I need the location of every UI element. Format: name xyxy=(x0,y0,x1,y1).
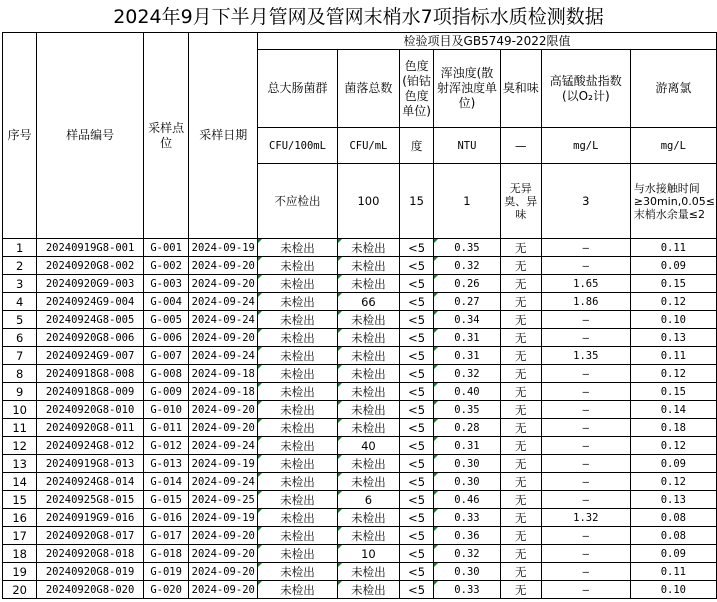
cell-site: G-019 xyxy=(143,563,189,581)
cell-color: <5 xyxy=(399,545,434,563)
cell-coliform: 未检出 xyxy=(258,401,338,419)
header-seq: 序号 xyxy=(3,33,37,239)
table-row xyxy=(3,293,717,311)
table-row xyxy=(3,401,717,419)
header-item-unit: mg/L xyxy=(541,128,630,164)
cell-turbidity: 0.30 xyxy=(434,473,500,491)
cell-turbidity: 0.28 xyxy=(434,419,500,437)
cell-odor: 无 xyxy=(500,275,541,293)
cell-odor: 无 xyxy=(500,401,541,419)
cell-color: <5 xyxy=(399,491,434,509)
cell-free-chlorine: 0.08 xyxy=(630,509,716,527)
cell-turbidity: 0.31 xyxy=(434,347,500,365)
header-test-group: 检验项目及GB5749-2022限值 xyxy=(258,33,717,50)
cell-turbidity: 0.34 xyxy=(434,311,500,329)
cell-permanganate: — xyxy=(541,329,630,347)
cell-free-chlorine: 0.13 xyxy=(630,329,716,347)
cell-seq: 9 xyxy=(3,383,37,401)
cell-site: G-004 xyxy=(143,293,189,311)
cell-colony-count: 66 xyxy=(337,293,399,311)
cell-coliform: 未检出 xyxy=(258,581,338,599)
cell-coliform: 未检出 xyxy=(258,311,338,329)
cell-sample-no: 20240919G8-013 xyxy=(37,455,144,473)
cell-odor: 无 xyxy=(500,527,541,545)
cell-date: 2024-09-19 xyxy=(189,509,258,527)
cell-sample-no: 20240924G8-014 xyxy=(37,473,144,491)
cell-turbidity: 0.33 xyxy=(434,581,500,599)
cell-sample-no: 20240918G8-009 xyxy=(37,383,144,401)
table-row xyxy=(3,527,717,545)
cell-odor: 无 xyxy=(500,545,541,563)
header-item-name: 臭和味 xyxy=(500,50,541,128)
cell-free-chlorine: 0.10 xyxy=(630,311,716,329)
cell-color: <5 xyxy=(399,455,434,473)
cell-permanganate: — xyxy=(541,239,630,257)
cell-odor: 无 xyxy=(500,455,541,473)
cell-site: G-016 xyxy=(143,509,189,527)
cell-date: 2024-09-20 xyxy=(189,329,258,347)
cell-sample-no: 20240920G8-017 xyxy=(37,527,144,545)
header-date: 采样日期 xyxy=(189,33,258,239)
cell-seq: 17 xyxy=(3,527,37,545)
cell-coliform: 未检出 xyxy=(258,509,338,527)
cell-date: 2024-09-24 xyxy=(189,473,258,491)
cell-coliform: 未检出 xyxy=(258,239,338,257)
cell-color: <5 xyxy=(399,311,434,329)
cell-color: <5 xyxy=(399,329,434,347)
cell-site: G-005 xyxy=(143,311,189,329)
cell-color: <5 xyxy=(399,401,434,419)
cell-seq: 2 xyxy=(3,257,37,275)
cell-colony-count: 10 xyxy=(337,545,399,563)
header-item-name: 色度(铂钴色度单位) xyxy=(399,50,434,128)
cell-odor: 无 xyxy=(500,383,541,401)
cell-date: 2024-09-24 xyxy=(189,437,258,455)
cell-permanganate: — xyxy=(541,581,630,599)
cell-coliform: 未检出 xyxy=(258,455,338,473)
table-row xyxy=(3,365,717,383)
cell-coliform: 未检出 xyxy=(258,275,338,293)
cell-free-chlorine: 0.09 xyxy=(630,545,716,563)
cell-permanganate: — xyxy=(541,401,630,419)
cell-colony-count: 未检出 xyxy=(337,365,399,383)
cell-colony-count: 未检出 xyxy=(337,257,399,275)
table-row xyxy=(3,437,717,455)
cell-odor: 无 xyxy=(500,437,541,455)
table-row xyxy=(3,473,717,491)
table-row xyxy=(3,239,717,257)
cell-seq: 11 xyxy=(3,419,37,437)
cell-colony-count: 40 xyxy=(337,437,399,455)
header-item-name: 总大肠菌群 xyxy=(258,50,338,128)
cell-coliform: 未检出 xyxy=(258,437,338,455)
cell-site: G-002 xyxy=(143,257,189,275)
cell-colony-count: 未检出 xyxy=(337,401,399,419)
cell-free-chlorine: 0.15 xyxy=(630,275,716,293)
cell-date: 2024-09-20 xyxy=(189,545,258,563)
header-item-name: 游离氯 xyxy=(630,50,716,128)
cell-color: <5 xyxy=(399,365,434,383)
cell-turbidity: 0.31 xyxy=(434,437,500,455)
cell-turbidity: 0.33 xyxy=(434,509,500,527)
cell-colony-count: 未检出 xyxy=(337,527,399,545)
cell-colony-count: 未检出 xyxy=(337,329,399,347)
table-row xyxy=(3,383,717,401)
header-item-unit: — xyxy=(500,128,541,164)
cell-turbidity: 0.40 xyxy=(434,383,500,401)
cell-site: G-009 xyxy=(143,383,189,401)
cell-seq: 7 xyxy=(3,347,37,365)
cell-date: 2024-09-24 xyxy=(189,293,258,311)
cell-free-chlorine: 0.15 xyxy=(630,383,716,401)
cell-coliform: 未检出 xyxy=(258,491,338,509)
cell-odor: 无 xyxy=(500,491,541,509)
cell-odor: 无 xyxy=(500,311,541,329)
cell-site: G-020 xyxy=(143,581,189,599)
cell-permanganate: — xyxy=(541,383,630,401)
cell-sample-no: 20240920G8-002 xyxy=(37,257,144,275)
cell-free-chlorine: 0.12 xyxy=(630,437,716,455)
cell-turbidity: 0.36 xyxy=(434,527,500,545)
cell-coliform: 未检出 xyxy=(258,473,338,491)
cell-date: 2024-09-24 xyxy=(189,311,258,329)
cell-permanganate: — xyxy=(541,311,630,329)
cell-seq: 20 xyxy=(3,581,37,599)
header-item-limit: 100 xyxy=(337,164,399,239)
cell-color: <5 xyxy=(399,563,434,581)
cell-colony-count: 未检出 xyxy=(337,239,399,257)
cell-odor: 无 xyxy=(500,563,541,581)
cell-free-chlorine: 0.10 xyxy=(630,581,716,599)
table-row xyxy=(3,311,717,329)
cell-odor: 无 xyxy=(500,239,541,257)
cell-colony-count: 未检出 xyxy=(337,419,399,437)
cell-site: G-010 xyxy=(143,401,189,419)
table-row xyxy=(3,419,717,437)
cell-free-chlorine: 0.12 xyxy=(630,293,716,311)
cell-color: <5 xyxy=(399,527,434,545)
cell-date: 2024-09-19 xyxy=(189,455,258,473)
header-item-limit: 不应检出 xyxy=(258,164,338,239)
cell-turbidity: 0.30 xyxy=(434,455,500,473)
cell-free-chlorine: 0.18 xyxy=(630,419,716,437)
cell-turbidity: 0.35 xyxy=(434,239,500,257)
cell-permanganate: — xyxy=(541,257,630,275)
cell-permanganate: — xyxy=(541,563,630,581)
cell-odor: 无 xyxy=(500,293,541,311)
cell-permanganate: — xyxy=(541,419,630,437)
cell-date: 2024-09-20 xyxy=(189,581,258,599)
cell-site: G-013 xyxy=(143,455,189,473)
cell-free-chlorine: 0.13 xyxy=(630,491,716,509)
cell-odor: 无 xyxy=(500,365,541,383)
header-item-limit: 3 xyxy=(541,164,630,239)
cell-sample-no: 20240924G9-004 xyxy=(37,293,144,311)
cell-permanganate: — xyxy=(541,491,630,509)
cell-permanganate: — xyxy=(541,437,630,455)
cell-seq: 12 xyxy=(3,437,37,455)
cell-coliform: 未检出 xyxy=(258,419,338,437)
cell-coliform: 未检出 xyxy=(258,527,338,545)
cell-seq: 4 xyxy=(3,293,37,311)
cell-color: <5 xyxy=(399,257,434,275)
cell-turbidity: 0.32 xyxy=(434,257,500,275)
cell-sample-no: 20240925G8-015 xyxy=(37,491,144,509)
cell-permanganate: — xyxy=(541,545,630,563)
cell-date: 2024-09-20 xyxy=(189,563,258,581)
header-item-limit: 15 xyxy=(399,164,434,239)
cell-date: 2024-09-19 xyxy=(189,239,258,257)
cell-site: G-007 xyxy=(143,347,189,365)
table-row xyxy=(3,563,717,581)
cell-colony-count: 未检出 xyxy=(337,455,399,473)
cell-free-chlorine: 0.08 xyxy=(630,527,716,545)
cell-free-chlorine: 0.09 xyxy=(630,455,716,473)
table-row xyxy=(3,455,717,473)
table-row xyxy=(3,329,717,347)
cell-odor: 无 xyxy=(500,473,541,491)
cell-turbidity: 0.46 xyxy=(434,491,500,509)
cell-sample-no: 20240919G9-016 xyxy=(37,509,144,527)
cell-odor: 无 xyxy=(500,419,541,437)
cell-site: G-015 xyxy=(143,491,189,509)
cell-color: <5 xyxy=(399,473,434,491)
cell-site: G-008 xyxy=(143,365,189,383)
header-site: 采样点位 xyxy=(143,33,189,239)
cell-date: 2024-09-20 xyxy=(189,401,258,419)
header-item-unit: NTU xyxy=(434,128,500,164)
header-item-limit: 与水接触时间≥30min,0.05≤末梢水余量≤2 xyxy=(630,164,716,239)
cell-date: 2024-09-18 xyxy=(189,383,258,401)
cell-color: <5 xyxy=(399,293,434,311)
cell-colony-count: 未检出 xyxy=(337,347,399,365)
cell-colony-count: 未检出 xyxy=(337,383,399,401)
cell-sample-no: 20240919G8-001 xyxy=(37,239,144,257)
cell-free-chlorine: 0.09 xyxy=(630,257,716,275)
cell-site: G-003 xyxy=(143,275,189,293)
cell-odor: 无 xyxy=(500,329,541,347)
cell-sample-no: 20240920G9-003 xyxy=(37,275,144,293)
cell-sample-no: 20240918G8-008 xyxy=(37,365,144,383)
cell-color: <5 xyxy=(399,347,434,365)
cell-permanganate: — xyxy=(541,473,630,491)
table-row xyxy=(3,491,717,509)
cell-color: <5 xyxy=(399,437,434,455)
header-item-limit: 无异臭、异味 xyxy=(500,164,541,239)
cell-site: G-011 xyxy=(143,419,189,437)
cell-coliform: 未检出 xyxy=(258,545,338,563)
header-item-unit: CFU/mL xyxy=(337,128,399,164)
cell-sample-no: 20240920G8-011 xyxy=(37,419,144,437)
cell-coliform: 未检出 xyxy=(258,257,338,275)
cell-coliform: 未检出 xyxy=(258,329,338,347)
cell-turbidity: 0.35 xyxy=(434,401,500,419)
cell-color: <5 xyxy=(399,509,434,527)
cell-odor: 无 xyxy=(500,257,541,275)
header-item-unit: 度 xyxy=(399,128,434,164)
cell-turbidity: 0.30 xyxy=(434,563,500,581)
table-row xyxy=(3,275,717,293)
table-row xyxy=(3,509,717,527)
cell-turbidity: 0.26 xyxy=(434,275,500,293)
cell-sample-no: 20240924G9-007 xyxy=(37,347,144,365)
cell-seq: 15 xyxy=(3,491,37,509)
cell-turbidity: 0.31 xyxy=(434,329,500,347)
cell-permanganate: 1.35 xyxy=(541,347,630,365)
cell-date: 2024-09-20 xyxy=(189,257,258,275)
cell-color: <5 xyxy=(399,275,434,293)
cell-coliform: 未检出 xyxy=(258,347,338,365)
cell-colony-count: 未检出 xyxy=(337,275,399,293)
water-quality-table xyxy=(2,32,717,599)
table-row xyxy=(3,581,717,599)
cell-free-chlorine: 0.11 xyxy=(630,347,716,365)
cell-site: G-012 xyxy=(143,437,189,455)
cell-site: G-017 xyxy=(143,527,189,545)
cell-turbidity: 0.32 xyxy=(434,365,500,383)
cell-odor: 无 xyxy=(500,509,541,527)
cell-seq: 5 xyxy=(3,311,37,329)
cell-seq: 10 xyxy=(3,401,37,419)
cell-date: 2024-09-20 xyxy=(189,419,258,437)
header-item-unit: CFU/100mL xyxy=(258,128,338,164)
cell-coliform: 未检出 xyxy=(258,563,338,581)
cell-free-chlorine: 0.11 xyxy=(630,563,716,581)
cell-site: G-001 xyxy=(143,239,189,257)
header-item-limit: 1 xyxy=(434,164,500,239)
cell-colony-count: 6 xyxy=(337,491,399,509)
cell-seq: 3 xyxy=(3,275,37,293)
header-sample-no: 样品编号 xyxy=(37,33,144,239)
cell-permanganate: 1.32 xyxy=(541,509,630,527)
cell-sample-no: 20240920G8-010 xyxy=(37,401,144,419)
cell-date: 2024-09-24 xyxy=(189,347,258,365)
cell-sample-no: 20240920G8-019 xyxy=(37,563,144,581)
cell-seq: 1 xyxy=(3,239,37,257)
page-title: 2024年9月下半月管网及管网末梢水7项指标水质检测数据 xyxy=(113,6,604,28)
cell-seq: 19 xyxy=(3,563,37,581)
cell-date: 2024-09-20 xyxy=(189,527,258,545)
cell-seq: 13 xyxy=(3,455,37,473)
cell-colony-count: 未检出 xyxy=(337,473,399,491)
cell-color: <5 xyxy=(399,581,434,599)
cell-site: G-018 xyxy=(143,545,189,563)
cell-permanganate: — xyxy=(541,527,630,545)
cell-colony-count: 未检出 xyxy=(337,581,399,599)
cell-free-chlorine: 0.11 xyxy=(630,239,716,257)
cell-coliform: 未检出 xyxy=(258,293,338,311)
cell-date: 2024-09-20 xyxy=(189,275,258,293)
cell-permanganate: — xyxy=(541,455,630,473)
cell-site: G-006 xyxy=(143,329,189,347)
cell-sample-no: 20240920G8-020 xyxy=(37,581,144,599)
cell-free-chlorine: 0.12 xyxy=(630,473,716,491)
cell-sample-no: 20240920G8-018 xyxy=(37,545,144,563)
header-item-name: 菌落总数 xyxy=(337,50,399,128)
cell-site: G-014 xyxy=(143,473,189,491)
cell-sample-no: 20240924G8-005 xyxy=(37,311,144,329)
table-row xyxy=(3,257,717,275)
header-item-unit: mg/L xyxy=(630,128,716,164)
cell-sample-no: 20240920G8-006 xyxy=(37,329,144,347)
cell-colony-count: 未检出 xyxy=(337,563,399,581)
cell-seq: 6 xyxy=(3,329,37,347)
cell-permanganate: 1.65 xyxy=(541,275,630,293)
cell-permanganate: 1.86 xyxy=(541,293,630,311)
cell-free-chlorine: 0.12 xyxy=(630,365,716,383)
cell-sample-no: 20240924G8-012 xyxy=(37,437,144,455)
cell-date: 2024-09-25 xyxy=(189,491,258,509)
cell-date: 2024-09-18 xyxy=(189,365,258,383)
cell-coliform: 未检出 xyxy=(258,383,338,401)
cell-colony-count: 未检出 xyxy=(337,311,399,329)
cell-odor: 无 xyxy=(500,581,541,599)
cell-permanganate: — xyxy=(541,365,630,383)
cell-color: <5 xyxy=(399,383,434,401)
cell-color: <5 xyxy=(399,239,434,257)
cell-seq: 18 xyxy=(3,545,37,563)
cell-seq: 16 xyxy=(3,509,37,527)
cell-coliform: 未检出 xyxy=(258,365,338,383)
table-row xyxy=(3,545,717,563)
cell-seq: 14 xyxy=(3,473,37,491)
cell-odor: 无 xyxy=(500,347,541,365)
header-item-name: 浑浊度(散射浑浊度单位) xyxy=(434,50,500,128)
cell-turbidity: 0.27 xyxy=(434,293,500,311)
cell-seq: 8 xyxy=(3,365,37,383)
cell-free-chlorine: 0.14 xyxy=(630,401,716,419)
header-item-name: 高锰酸盐指数(以O₂计) xyxy=(541,50,630,128)
table-row xyxy=(3,347,717,365)
cell-turbidity: 0.32 xyxy=(434,545,500,563)
cell-color: <5 xyxy=(399,419,434,437)
cell-colony-count: 未检出 xyxy=(337,509,399,527)
